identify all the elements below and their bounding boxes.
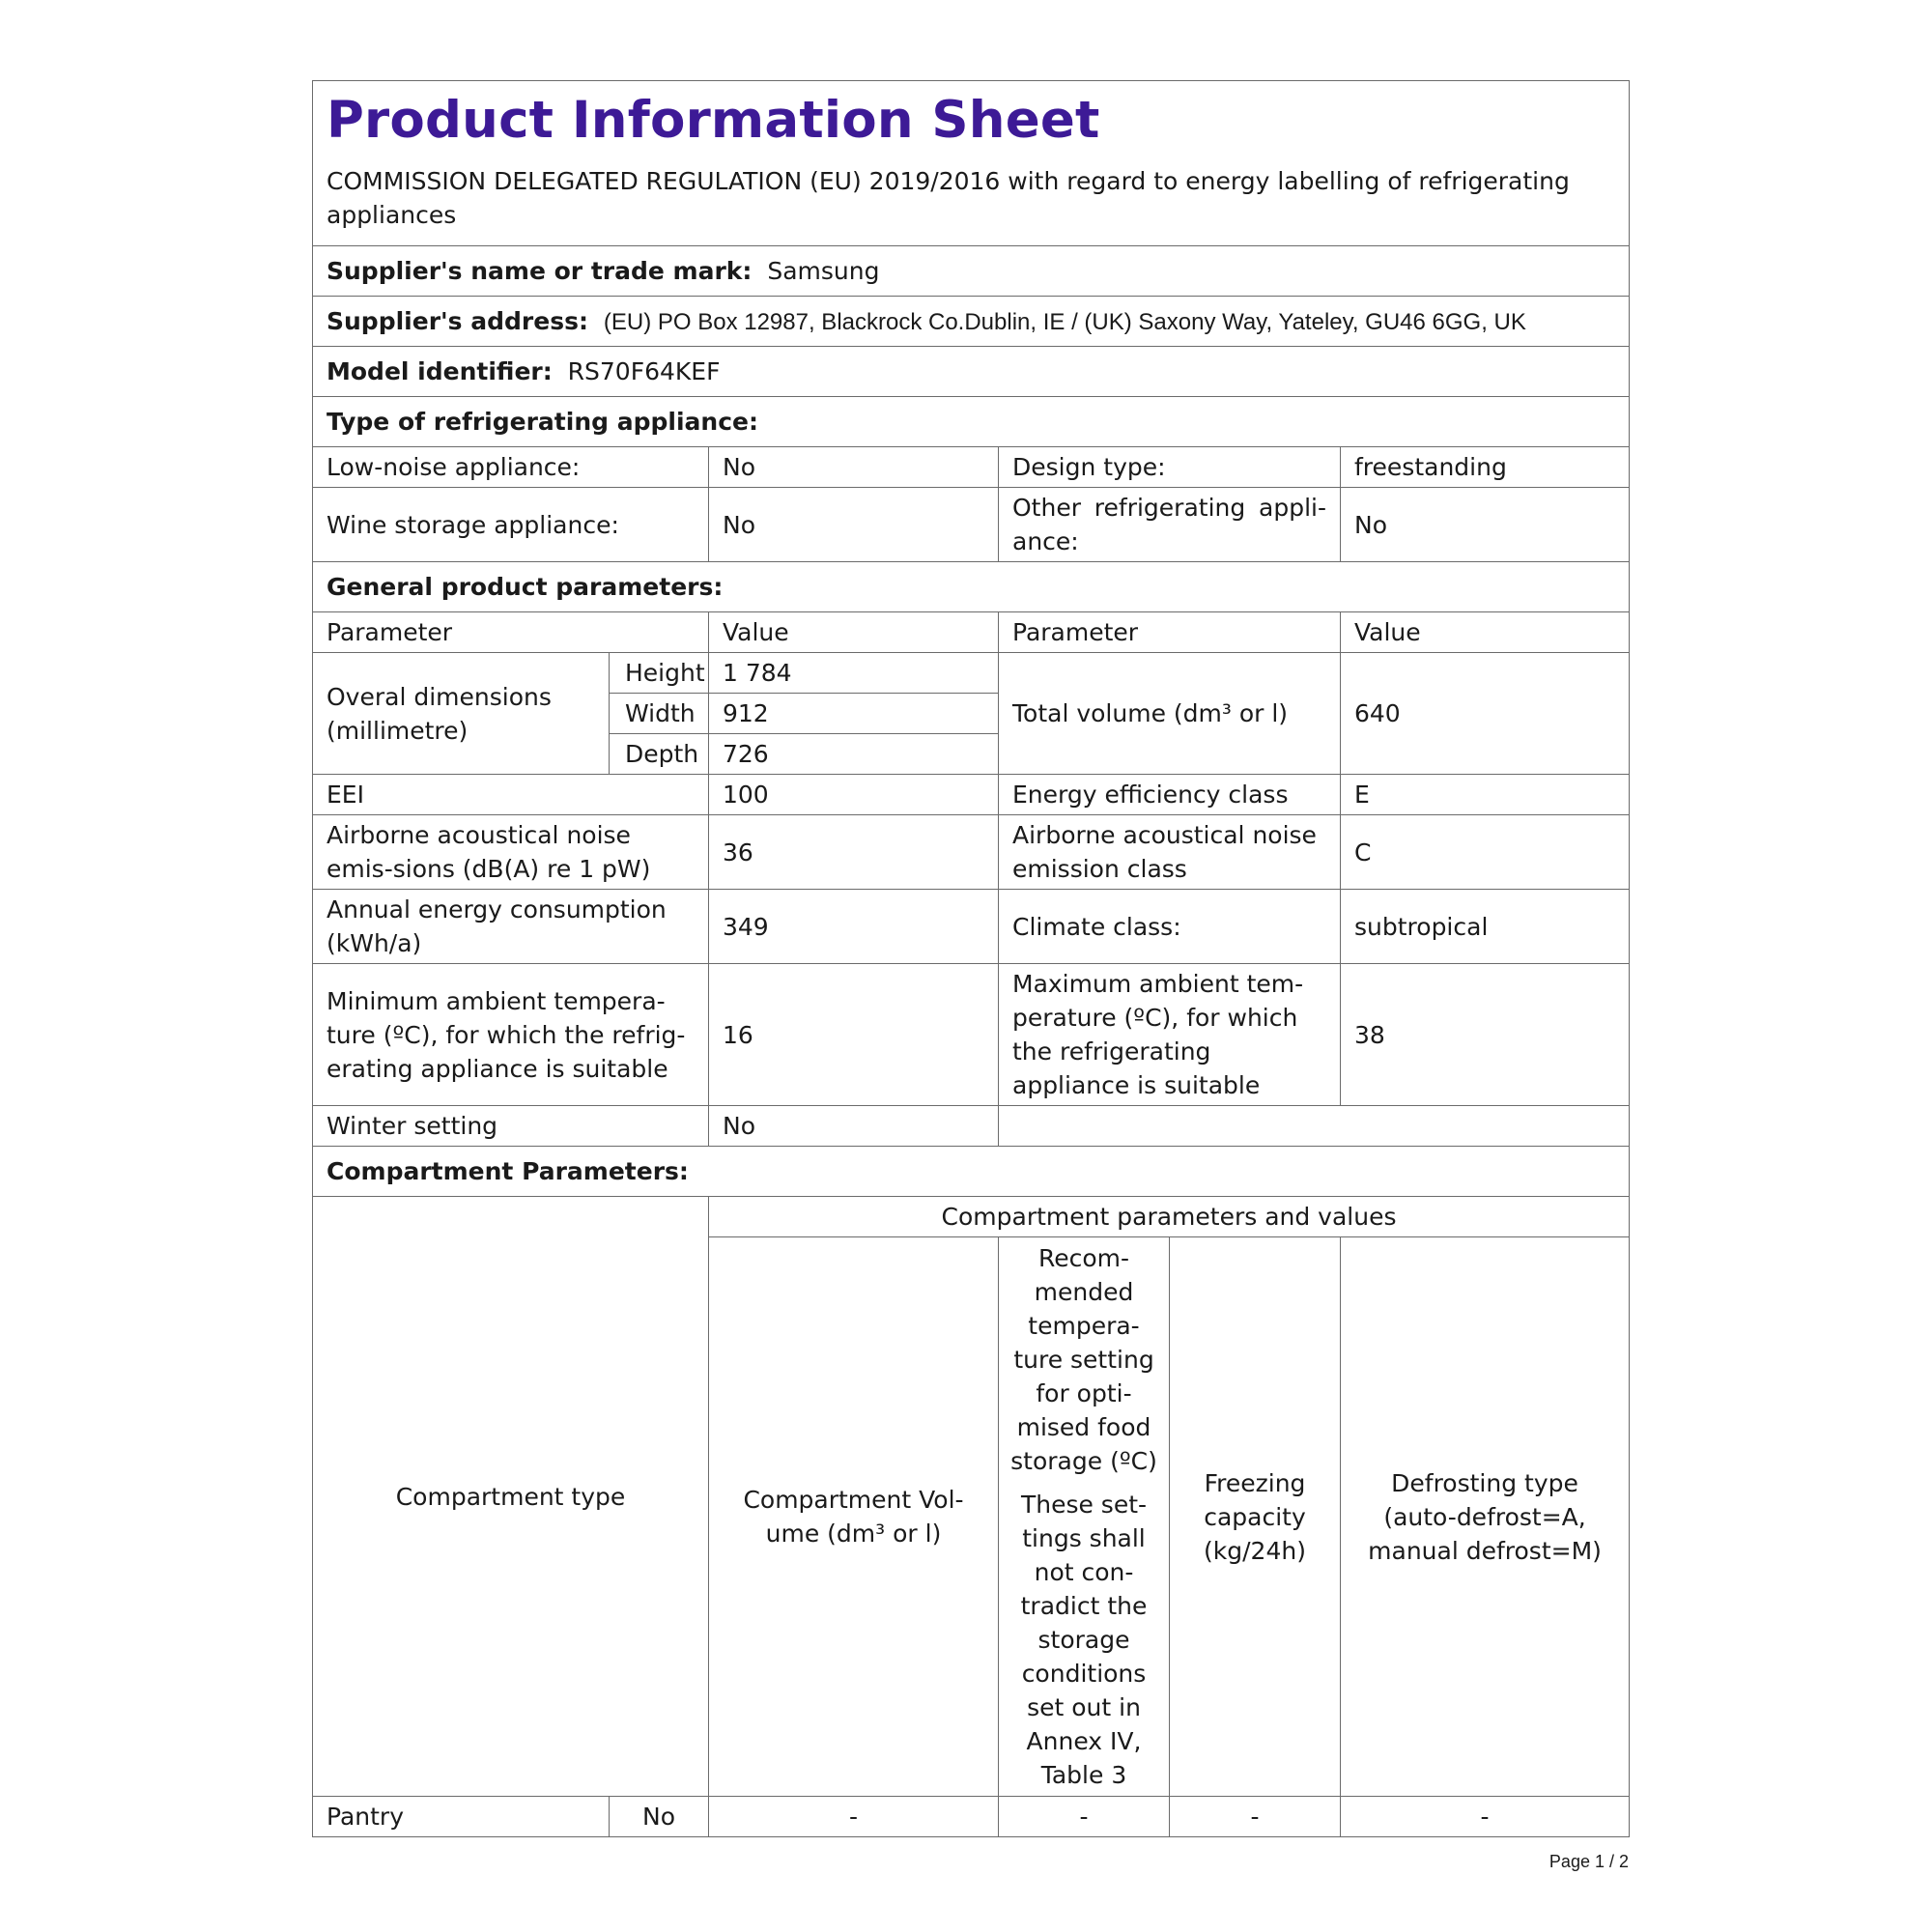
compartment-type-header: Compartment type [313,1197,709,1797]
recommended-temp-header [999,1237,1170,1797]
compartment-present: No [610,1797,709,1837]
temp-settings-note: These set-tings shall not con-tradict the storage conditions set out in Annex IV, Table 3 [1020,1491,1148,1789]
energy-class-label: Energy efficiency class [999,775,1341,815]
noise-class-value: C [1341,815,1630,890]
model-label: Model identifier: [327,357,553,385]
max-temp-label: Maximum ambient tem-perature (ºC), for which the refrigerating appliance is suitable [999,964,1341,1106]
design-type-value: freestanding [1341,447,1630,488]
total-volume-value: 640 [1341,653,1630,775]
address-value: (EU) PO Box 12987, Blackrock Co.Dublin, IE / (UK) Saxony Way, Yateley, GU46 6GG, UK [603,308,1526,335]
eei-label: EEI [313,775,709,815]
depth-label: Depth [610,734,709,775]
address-row [313,297,1630,347]
col-value-1: Value [709,612,999,653]
height-label: Height [610,653,709,694]
min-temp-label: Minimum ambient tempera-ture (ºC), for which the refrig-erating appliance is suitable [313,964,709,1106]
low-noise-value: No [709,447,999,488]
other-appliance-label: Other refrigerating appli-ance: [999,488,1341,562]
empty-cell [999,1106,1630,1147]
compartment-temp: - [999,1797,1170,1837]
recommended-temp-text: Recom-mended tempera-ture setting for opti-mised food storage (ºC) [1010,1244,1157,1475]
winter-setting-label: Winter setting [313,1106,709,1147]
compartment-freezing: - [1170,1797,1341,1837]
model-value: RS70F64KEF [567,357,721,385]
design-type-label: Design type: [999,447,1341,488]
col-value-2: Value [1341,612,1630,653]
compartment-volume: - [709,1797,999,1837]
annual-energy-value: 349 [709,890,999,964]
total-volume-label: Total volume (dm³ or l) [999,653,1341,775]
info-table [312,80,1630,1837]
col-parameter-1: Parameter [313,612,709,653]
max-temp-value: 38 [1341,964,1630,1106]
winter-setting-value: No [709,1106,999,1147]
type-heading: Type of refrigerating appliance: [313,397,1630,447]
compartment-volume-header: Compartment Vol-ume (dm³ or l) [709,1237,999,1797]
climate-class-label: Climate class: [999,890,1341,964]
depth-value: 726 [709,734,999,775]
compartment-group-header: Compartment parameters and values [709,1197,1630,1237]
col-parameter-2: Parameter [999,612,1341,653]
dimensions-label: Overal dimensions (millimetre) [313,653,610,775]
supplier-row [313,246,1630,297]
width-label: Width [610,694,709,734]
min-temp-value: 16 [709,964,999,1106]
compartment-defrost: - [1341,1797,1630,1837]
other-appliance-value: No [1341,488,1630,562]
address-label: Supplier's address: [327,306,588,335]
noise-emission-label: Airborne acoustical noise emis-sions (dB(A) re 1 pW) [313,815,709,890]
defrosting-type-header: Defrosting type (auto-defrost=A, manual defrost=M) [1341,1237,1630,1797]
header-cell [313,81,1630,246]
width-value: 912 [709,694,999,734]
eei-value: 100 [709,775,999,815]
climate-class-value: subtropical [1341,890,1630,964]
product-information-sheet [312,80,1629,1837]
wine-storage-label: Wine storage appliance: [313,488,709,562]
general-heading: General product parameters: [313,562,1630,612]
noise-class-label: Airborne acoustical noise emission class [999,815,1341,890]
noise-emission-value: 36 [709,815,999,890]
height-value: 1 784 [709,653,999,694]
low-noise-label: Low-noise appliance: [313,447,709,488]
supplier-value: Samsung [767,257,880,285]
page-title: Product Information Sheet [327,91,1100,150]
page-number: Page 1 / 2 [1548,1852,1629,1871]
energy-class-value: E [1341,775,1630,815]
supplier-label: Supplier's name or trade mark: [327,257,753,285]
wine-storage-value: No [709,488,999,562]
compartment-name: Pantry [313,1797,610,1837]
annual-energy-label: Annual energy consumption (kWh/a) [313,890,709,964]
regulation-text: COMMISSION DELEGATED REGULATION (EU) 2019/2016 with regard to energy labelling of refrigerating appliances [327,167,1570,229]
model-row [313,347,1630,397]
compartment-heading: Compartment Parameters: [313,1147,1630,1197]
freezing-capacity-header: Freezing capacity (kg/24h) [1170,1237,1341,1797]
